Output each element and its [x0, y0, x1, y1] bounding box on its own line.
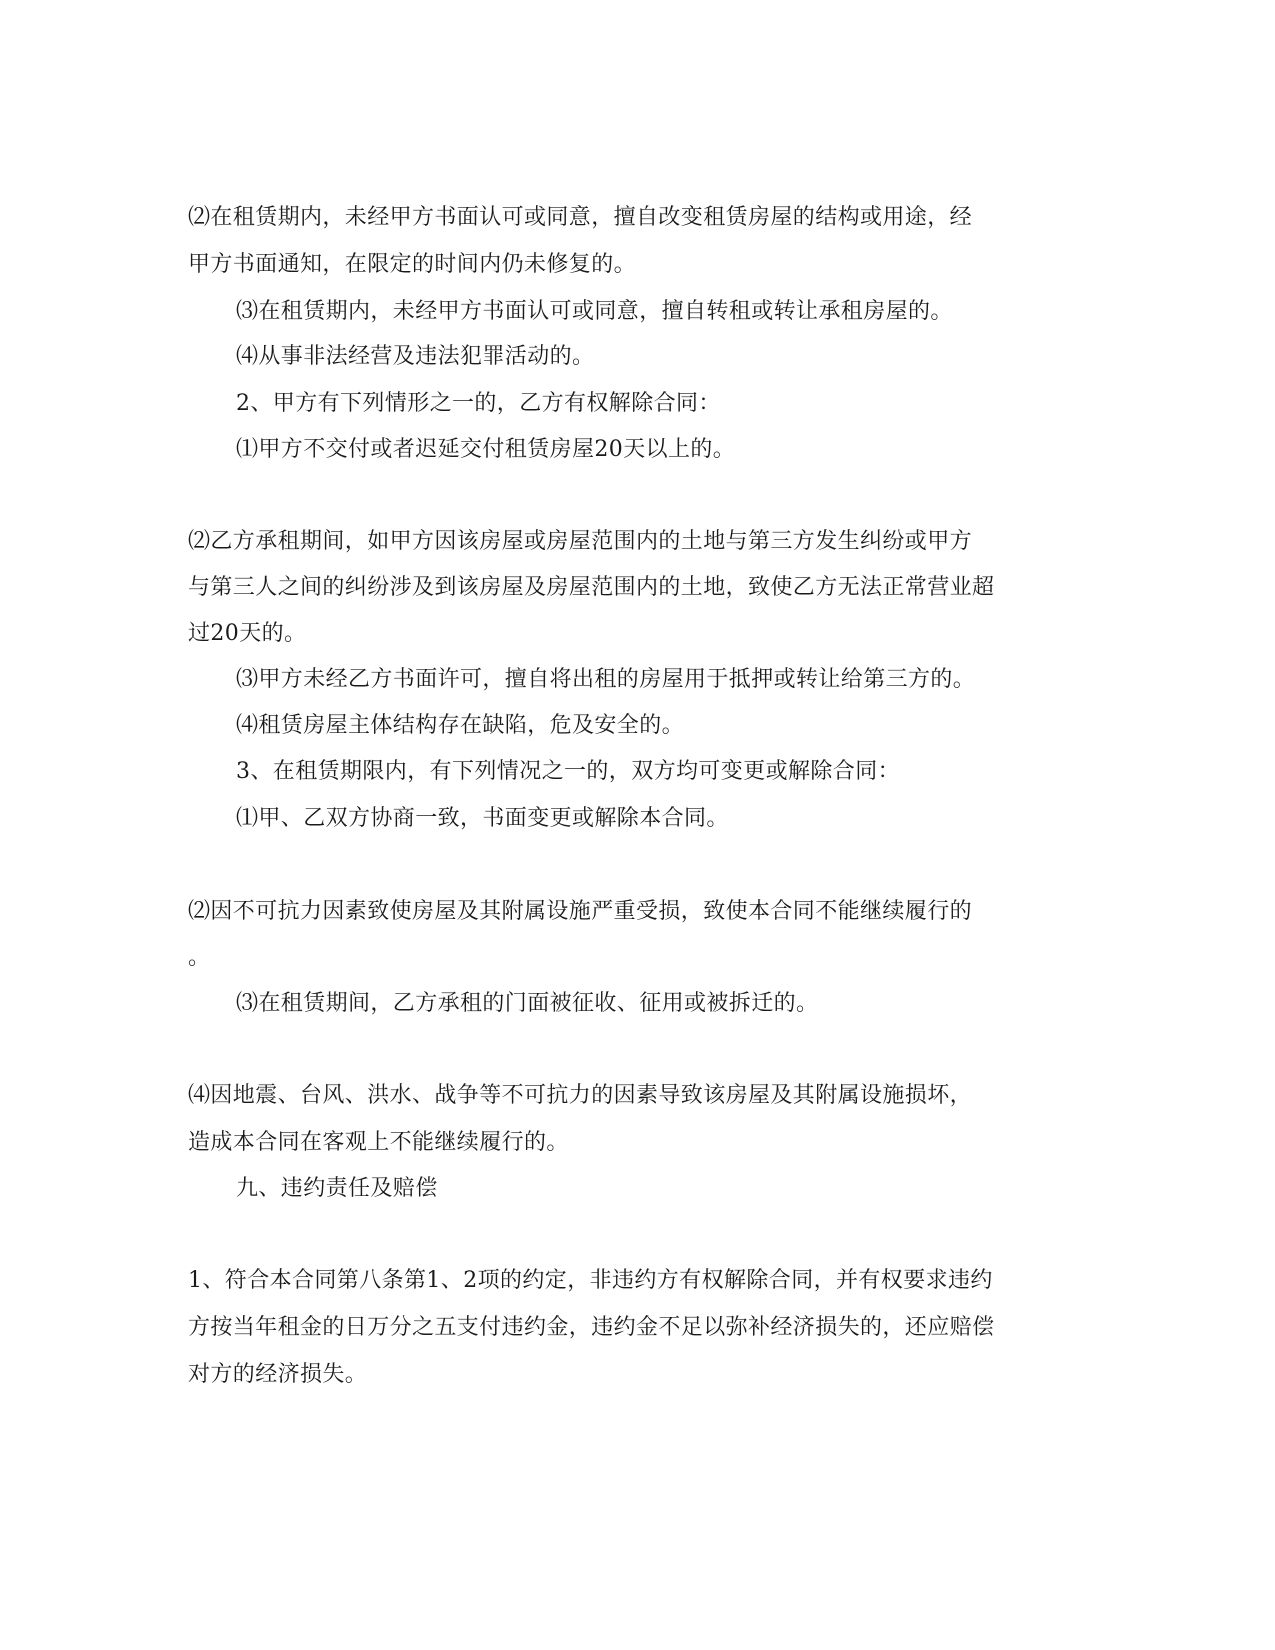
- text-line: ⑶在租赁期内，未经甲方书面认可或同意，擅自转租或转让承租房屋的。: [236, 299, 953, 324]
- text-line: 对方的经济损失。: [188, 1362, 368, 1387]
- text-line: 1、符合本合同第八条第1、2项的约定，非违约方有权解除合同，并有权要求违约: [188, 1268, 993, 1293]
- text-line: ⑵因不可抗力因素致使房屋及其附属设施严重受损，致使本合同不能继续履行的: [188, 899, 973, 924]
- text-line: ⑶在租赁期间，乙方承租的门面被征收、征用或被拆迁的。: [236, 991, 819, 1016]
- text-line: 造成本合同在客观上不能继续履行的。: [188, 1130, 569, 1155]
- text-line: ⑵乙方承租期间，如甲方因该房屋或房屋范围内的土地与第三方发生纠纷或甲方: [188, 529, 973, 554]
- text-line: 2、甲方有下列情形之一的，乙方有权解除合同：: [236, 391, 721, 416]
- text-line: 。: [188, 945, 211, 970]
- text-line: 3、在租赁期限内，有下列情况之一的，双方均可变更或解除合同：: [236, 759, 900, 784]
- section-heading: 九、违约责任及赔偿: [236, 1176, 438, 1201]
- text-line: 甲方书面通知，在限定的时间内仍未修复的。: [188, 252, 637, 277]
- text-line: ⑶甲方未经乙方书面许可，擅自将出租的房屋用于抵押或转让给第三方的。: [236, 667, 976, 692]
- text-line: ⑴甲方不交付或者迟延交付租赁房屋20天以上的。: [236, 437, 736, 462]
- text-line: ⑷因地震、台风、洪水、战争等不可抗力的因素导致该房屋及其附属设施损坏，: [188, 1083, 973, 1108]
- text-line: 过20天的。: [188, 621, 307, 646]
- text-line: ⑵在租赁期内，未经甲方书面认可或同意，擅自改变租赁房屋的结构或用途，经: [188, 205, 973, 230]
- text-line: 与第三人之间的纠纷涉及到该房屋及房屋范围内的土地，致使乙方无法正常营业超: [188, 575, 995, 600]
- text-line: ⑴甲、乙双方协商一致，书面变更或解除本合同。: [236, 806, 729, 831]
- text-line: 方按当年租金的日万分之五支付违约金，违约金不足以弥补经济损失的，还应赔偿: [188, 1315, 995, 1340]
- text-line: ⑷从事非法经营及违法犯罪活动的。: [236, 344, 595, 369]
- text-line: ⑷租赁房屋主体结构存在缺陷，危及安全的。: [236, 713, 685, 738]
